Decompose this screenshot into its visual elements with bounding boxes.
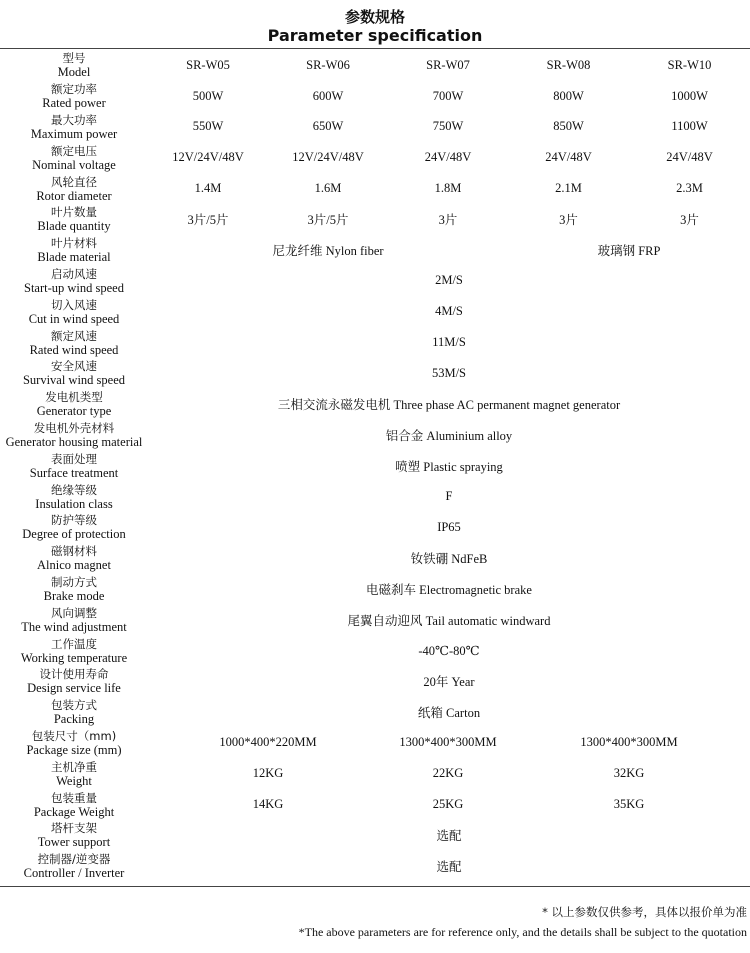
label-en: Package Weight	[33, 804, 115, 819]
label-en: Tower support	[37, 835, 111, 850]
row-label	[0, 173, 148, 204]
label-cn: 发电机类型	[45, 390, 103, 405]
value-cell: 24V/48V	[666, 150, 713, 165]
row-label	[0, 851, 148, 882]
value-cell: 1300*400*300MM	[580, 735, 678, 750]
label-en: Packing	[53, 712, 95, 727]
value-cell: 35KG	[613, 797, 645, 812]
row-label	[0, 574, 148, 605]
row-rated-power	[0, 81, 750, 112]
label-en: Nominal voltage	[32, 157, 116, 172]
value-cell: 喷塑 Plastic spraying	[395, 459, 503, 474]
label-en: The wind adjustment	[21, 619, 127, 634]
row-label	[0, 81, 148, 112]
label-cn: 切入风速	[51, 297, 97, 312]
row-label	[0, 50, 148, 81]
top-divider	[0, 48, 750, 49]
label-cn: 额定风速	[51, 328, 97, 343]
value-cell: 600W	[312, 88, 344, 103]
row-label	[0, 420, 148, 451]
title-english: Parameter specification	[267, 26, 483, 45]
label-cn: 制动方式	[51, 574, 97, 589]
row-label	[0, 327, 148, 358]
row-survival-wind	[0, 358, 750, 389]
value-cell: 750W	[432, 119, 464, 134]
row-label	[0, 512, 148, 543]
value-cell: 4M/S	[435, 304, 463, 319]
row-cutin-wind	[0, 296, 750, 327]
row-label	[0, 728, 148, 759]
row-surface-treatment	[0, 450, 750, 481]
value-cell: 2M/S	[435, 273, 463, 288]
value-cell: 1000*400*220MM	[219, 735, 317, 750]
label-cn: 主机净重	[51, 759, 97, 774]
label-en: Maximum power	[30, 126, 118, 141]
label-cn: 叶片数量	[51, 205, 97, 220]
row-insulation-class	[0, 481, 750, 512]
value-cell: 铝合金 Aluminium alloy	[385, 428, 513, 443]
model-cell: SR-W05	[186, 57, 230, 72]
row-protection	[0, 512, 750, 543]
value-cell: 25KG	[432, 797, 464, 812]
label-cn: 发电机外壳材料	[33, 420, 115, 435]
row-label	[0, 666, 148, 697]
label-cn: 表面处理	[51, 451, 97, 466]
value-cell: 850W	[553, 119, 584, 134]
row-label	[0, 266, 148, 297]
value-cell: 550W	[192, 119, 224, 134]
value-cell: 纸箱 Carton	[417, 706, 481, 721]
row-max-power	[0, 112, 750, 143]
label-en: Brake mode	[43, 588, 105, 603]
row-label	[0, 358, 148, 389]
label-cn: 额定功率	[51, 82, 97, 97]
title-chinese: 参数规格	[344, 8, 405, 26]
model-cell: SR-W10	[667, 57, 712, 72]
row-brake-mode	[0, 574, 750, 605]
label-cn: 型号	[62, 51, 86, 66]
label-en: Package size (mm)	[26, 742, 122, 757]
value-cell: 3片	[559, 213, 578, 228]
label-en: Blade quantity	[37, 219, 111, 234]
label-cn: 塔杆支架	[51, 821, 97, 836]
value-cell: 玻璃钢 FRP	[597, 244, 661, 259]
label-en: Cut in wind speed	[28, 311, 120, 326]
row-model	[0, 50, 750, 81]
value-cell: 3片/5片	[187, 213, 229, 228]
row-tower-support	[0, 820, 750, 851]
value-cell: 800W	[553, 88, 584, 103]
label-en: Alnico magnet	[37, 558, 111, 573]
footnote-english: *The above parameters are for reference only, and the details shall be subject to the quotation	[298, 925, 747, 939]
value-cell: 650W	[312, 119, 344, 134]
value-cell: 3片	[680, 213, 699, 228]
label-en: Generator housing material	[5, 434, 143, 449]
row-label	[0, 543, 148, 574]
row-label	[0, 235, 148, 266]
value-cell: 11M/S	[432, 335, 466, 350]
label-cn: 防护等级	[51, 513, 97, 528]
label-en: Insulation class	[35, 496, 113, 511]
row-nominal-voltage	[0, 142, 750, 173]
label-en: Start-up wind speed	[24, 280, 124, 295]
row-label	[0, 296, 148, 327]
row-service-life	[0, 666, 750, 697]
row-working-temp	[0, 635, 750, 666]
value-cell: 1.6M	[314, 181, 342, 196]
page-header	[0, 0, 750, 48]
label-en: Rotor diameter	[36, 188, 112, 203]
value-cell: 22KG	[432, 766, 464, 781]
label-en: Model	[57, 65, 91, 80]
row-generator-type	[0, 389, 750, 420]
label-cn: 额定电压	[51, 143, 97, 158]
value-cell: 3片	[438, 213, 458, 228]
row-label	[0, 758, 148, 789]
value-cell: 1.8M	[434, 181, 462, 196]
row-label	[0, 112, 148, 143]
row-label	[0, 142, 148, 173]
label-cn: 最大功率	[51, 112, 97, 127]
row-label	[0, 604, 148, 635]
row-label	[0, 204, 148, 235]
value-cell: 尾翼自动迎风 Tail automatic windward	[347, 613, 551, 628]
label-en: Design service life	[27, 681, 121, 696]
value-cell: 20年 Year	[423, 675, 475, 690]
model-cell: SR-W06	[306, 57, 350, 72]
row-wind-adjustment	[0, 604, 750, 635]
value-cell: 12KG	[252, 766, 284, 781]
row-package-weight	[0, 789, 750, 820]
row-housing-material	[0, 420, 750, 451]
row-label	[0, 820, 148, 851]
label-cn: 风向调整	[51, 605, 97, 620]
value-cell: 700W	[432, 88, 464, 103]
row-label	[0, 789, 148, 820]
label-cn: 磁钢材料	[51, 544, 97, 559]
footnote-chinese: * 以上参数仅供参考，具体以报价单为准	[542, 905, 747, 919]
value-cell: 电磁刹车 Electromagnetic brake	[366, 582, 532, 597]
row-packing	[0, 697, 750, 728]
model-cell: SR-W07	[426, 57, 470, 72]
value-cell: 钕铁硼 NdFeB	[410, 552, 488, 567]
label-cn: 启动风速	[51, 266, 97, 281]
label-cn: 绝缘等级	[51, 482, 97, 497]
label-cn: 风轮直径	[51, 174, 97, 189]
value-cell: 2.3M	[676, 181, 703, 196]
row-rated-wind	[0, 327, 750, 358]
bottom-divider	[0, 886, 750, 887]
value-cell: 32KG	[613, 766, 645, 781]
label-cn: 叶片材料	[51, 236, 97, 251]
value-cell: 24V/48V	[424, 150, 472, 165]
row-label	[0, 389, 148, 420]
value-cell: 1000W	[671, 88, 708, 103]
row-package-size	[0, 728, 750, 759]
label-cn: 工作温度	[51, 636, 97, 651]
label-cn: 设计使用寿命	[39, 667, 109, 682]
row-startup-wind	[0, 266, 750, 297]
label-en: Blade material	[37, 250, 111, 265]
label-en: Rated power	[42, 96, 106, 111]
label-en: Generator type	[36, 404, 112, 419]
value-cell: 选配	[436, 829, 462, 844]
value-cell: 3片/5片	[307, 213, 349, 228]
row-weight	[0, 758, 750, 789]
label-en: Working temperature	[20, 650, 128, 665]
row-controller	[0, 851, 750, 882]
label-cn: 包装方式	[51, 698, 97, 713]
row-label	[0, 450, 148, 481]
label-en: Controller / Inverter	[23, 866, 125, 881]
value-cell: 1300*400*300MM	[399, 735, 497, 750]
value-cell: -40℃-80℃	[418, 643, 480, 658]
row-blade-quantity	[0, 204, 750, 235]
value-cell: 1100W	[671, 119, 708, 134]
label-en: Surface treatment	[29, 465, 119, 480]
footnote	[299, 902, 747, 942]
row-blade-material	[0, 235, 750, 266]
row-rotor-diameter	[0, 173, 750, 204]
value-cell: F	[445, 489, 453, 504]
value-cell: 53M/S	[431, 365, 467, 380]
row-label	[0, 635, 148, 666]
row-label	[0, 697, 148, 728]
label-cn: 控制器/逆变器	[37, 852, 111, 867]
label-en: Degree of protection	[22, 527, 126, 542]
row-label	[0, 481, 148, 512]
model-cell: SR-W08	[546, 57, 591, 72]
label-en: Survival wind speed	[22, 373, 126, 388]
value-cell: 尼龙纤维 Nylon fiber	[272, 244, 384, 259]
value-cell: IP65	[437, 519, 461, 534]
value-cell: 三相交流永磁发电机 Three phase AC permanent magnet generator	[277, 398, 621, 413]
label-en: Rated wind speed	[29, 342, 119, 357]
value-cell: 14KG	[252, 797, 284, 812]
label-cn: 安全风速	[51, 359, 97, 374]
value-cell: 2.1M	[555, 181, 582, 196]
value-cell: 1.4M	[194, 181, 222, 196]
value-cell: 500W	[192, 88, 224, 103]
label-cn: 包装重量	[51, 790, 97, 805]
value-cell: 12V/24V/48V	[172, 150, 244, 165]
row-magnet	[0, 543, 750, 574]
spec-table	[0, 50, 750, 882]
value-cell: 选配	[436, 860, 462, 875]
label-en: Weight	[56, 773, 92, 788]
label-cn: 包装尺寸（mm)	[31, 728, 117, 743]
value-cell: 12V/24V/48V	[292, 150, 364, 165]
value-cell: 24V/48V	[545, 150, 592, 165]
